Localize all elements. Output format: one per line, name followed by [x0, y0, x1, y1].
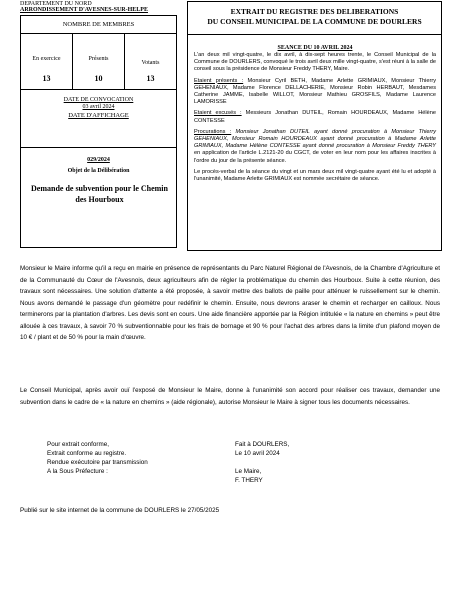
signature-place: Fait à DOURLERS, [235, 441, 290, 448]
excused-paragraph [194, 110, 436, 124]
members-voters-value: 13 [146, 74, 155, 83]
proxies-paragraph [194, 129, 436, 165]
deliberation-subject: Demande de subvention pour le Chemin des Hourboux [31, 184, 168, 204]
members-heading: NOMBRE DE MEMBRES [21, 16, 176, 34]
posting-date-label: DATE D'AFFICHAGE [68, 112, 129, 119]
publication-note: Publié sur le site internet de la commune de DOURLERS le 27/05/2025 [20, 507, 220, 514]
signature-right [235, 440, 289, 485]
proxies-list: Monsieur Jonathan DUTEIL ayant donné procuration à Monsieur Thierry GEHENIAUX, Monsieur Romain HOURDEAUX ayant donné procuration à Madame Arlette GRIMIAUX, Madame Hélène CONTESSE ayant donné procuration à Monsieur Freddy THERY [194, 128, 437, 150]
body-paragraph-2: Le Conseil Municipal, après avoir ouï l'exposé de Monsieur le Maire, donne à l'unanimité son accord pour réaliser ces travaux, demander une subvention dans le cadre de « la nature en chemins » (aide régionale), autorise Monsieur le Maire à signer tous les documents nécessaires. [20, 387, 440, 406]
arrondissement-label: ARRONDISSEMENT D'AVESNES-SUR-HELPE [20, 7, 148, 13]
convocation-section [21, 90, 176, 148]
seance-intro: L'an deux mil vingt-quatre, le dix avril, à dix-sept heures trente, le Conseil Municipal de la Commune de DOURLERS, convoqué le trois avril deux mille vingt-quatre, s'est réuni à la salle de conseil sous la présidence de Monsieur Freddy THERY, Maire. [194, 52, 436, 73]
body-paragraph-1: Monsieur le Maire informe qu'il a reçu en mairie en présence de représentants du Parc Naturel Régional de l'Avesnois, de la Chambre d'Agriculture et de la Communauté du Cœur de l'Avesnois, deux agriculteurs afin de régler la problématique du chemin des Hourboux. Suite à cette réunion, des travaux sont nécessaires. Une solution d'attente a été proposée, à savoir mettre des ballots de paille pour atténuer le ruissellement sur le chemin. Nous avons demandé le passage d'un géomètre pour redéfinir le chemin. Ensuite, nous devrons araser le chemin et recharger en cailloux. Nous terminerons par la plantation d'arbres. Les devis sont en cours. Une aide financière apportée par la Région intitulée « la nature en chemins » peut être allouée à ces travaux, à savoir 70 % subventionnable pour les frais de bornage et 90 % pour l'achat des arbres dans la limite d'un plafond moyen de 10 € / plant et de 50 % pour la main d'œuvre. [20, 265, 440, 341]
deliberation-number: 029/2024 [87, 157, 110, 163]
excused-label: Etaient excusés : [194, 110, 242, 117]
members-present-value: 10 [94, 74, 103, 83]
proxies-label: Procurations : [194, 128, 232, 135]
signature-title: Le Maire, [235, 468, 262, 475]
present-list: Monsieur Cyril BETH, Madame Arlette GRIMIAUX, Monsieur Thierry GEHENIAUX, Madame Florence DELLACHERIE, Monsieur Robin HERBAUT, Mesdames Catherine JAMME, Isabelle WILLOT, Monsieur Mathieu GROSFILS, Madame Laurence LAMORISSE [194, 77, 436, 106]
present-label: Etaient présents : [194, 77, 244, 84]
meta-box [20, 15, 177, 248]
signature-left-line4: A la Sous Préfecture : [47, 468, 108, 475]
seance-heading: SEANCE DU 10 AVRIL 2024 [277, 45, 353, 51]
convocation-date: 03 avril 2024 [82, 104, 115, 110]
extract-box [187, 1, 442, 251]
signature-date: Le 10 avril 2024 [235, 450, 280, 457]
deliberation-section [21, 148, 176, 248]
members-voters-label: Votants [141, 60, 160, 66]
members-present-cell [73, 34, 125, 89]
convocation-label: DATE DE CONVOCATION [63, 97, 134, 103]
department-label: DEPARTEMENT DU NORD [20, 1, 92, 7]
secretary-paragraph: Le procès-verbal de la séance du vingt et un mars deux mil vingt-quatre ayant été lu et adopté à l'unanimité, Madame Arlette GRIMIAUX est nommée secrétaire de séance. [194, 168, 436, 183]
extract-title [188, 2, 441, 35]
members-voters-cell [125, 34, 176, 89]
present-paragraph [194, 78, 436, 107]
members-present-label: Présents [88, 56, 109, 62]
signature-left-line2: Extrait conforme au registre. [47, 450, 127, 457]
signature-left-line1: Pour extrait conforme, [47, 441, 109, 448]
extract-title-line2: DU CONSEIL MUNICIPAL DE LA COMMUNE DE DOURLERS [207, 17, 422, 26]
signature-left [47, 440, 148, 476]
members-in-office-cell [21, 34, 73, 89]
signature-name: F. THERY [235, 477, 263, 484]
deliberation-object-label: Objet de la Délibération [67, 168, 130, 174]
excused-list: Messieurs Jonathan DUTEIL, Romain HOURDEAUX, Madame Hélène CONTESSE [194, 110, 436, 124]
proxies-tail: en application de l'article L.2121-20 du CGCT, de voter en leur nom pour les affaires inscrites à l'ordre du jour de la présente séance. [194, 150, 436, 164]
extract-content [194, 40, 436, 187]
members-in-office-label: En exercice [32, 56, 61, 62]
members-columns [21, 34, 176, 90]
signature-left-line3: Rendue exécutoire par transmission [47, 459, 148, 466]
members-in-office-value: 13 [42, 74, 51, 83]
extract-title-line1: EXTRAIT DU REGISTRE DES DELIBERATIONS [230, 7, 399, 16]
